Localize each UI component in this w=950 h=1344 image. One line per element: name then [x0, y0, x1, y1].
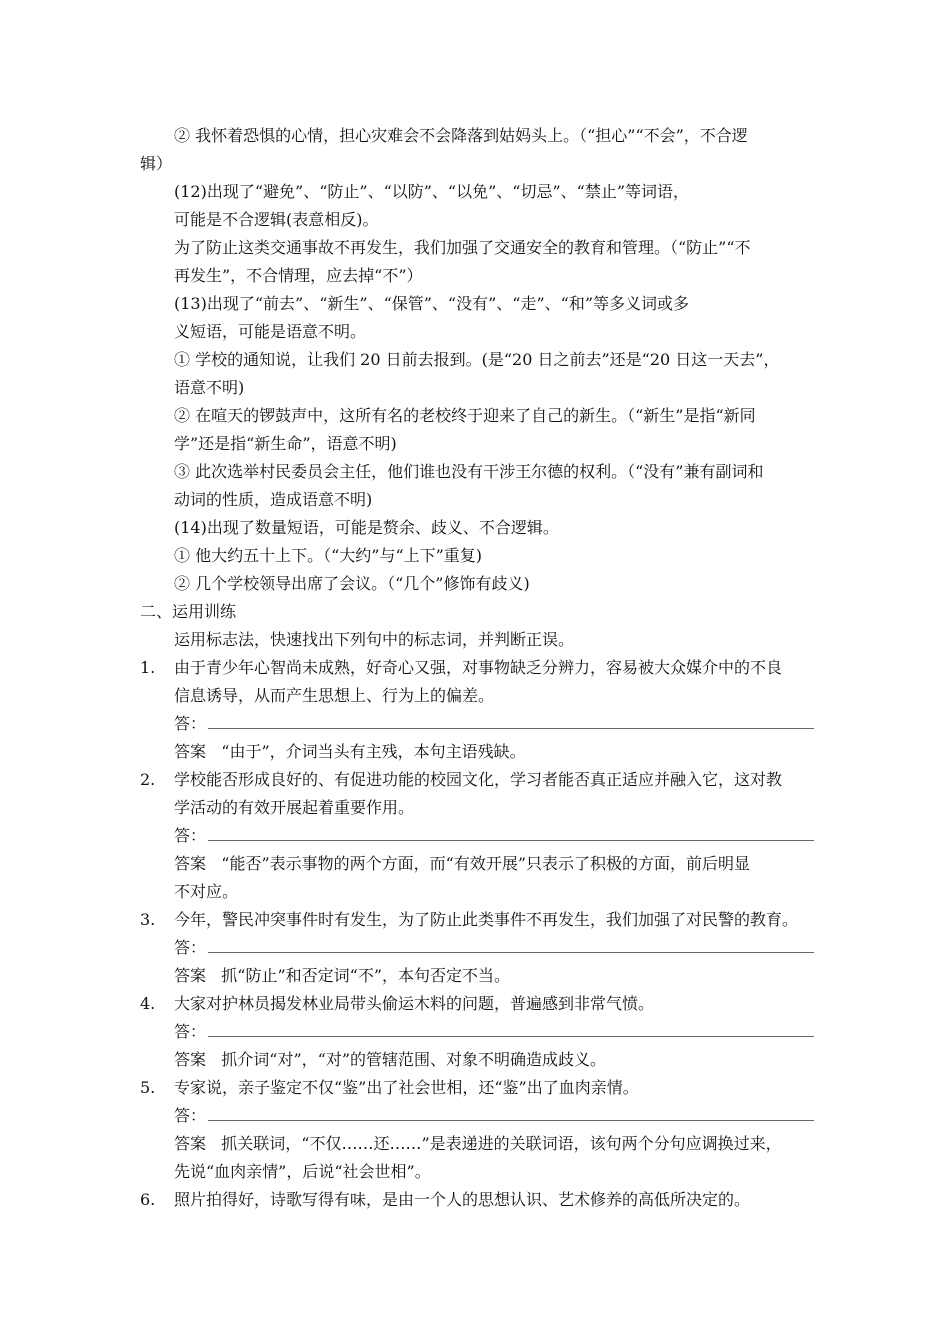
question-line: 由于青少年心智尚未成熟，好奇心又强，对事物缺乏分辨力，容易被大众媒介中的不良: [174, 658, 783, 677]
text-line: 语意不明): [174, 378, 245, 397]
section-title: 二、运用训练: [140, 602, 237, 621]
question-line: 信息诱导，从而产生思想上、行为上的偏差。: [174, 686, 495, 705]
text-line: (12)出现了“避免”、“防止”、“以防”、“以免”、“切忌”、“禁止”等词语，: [174, 182, 690, 201]
answer-text: 不对应。: [174, 882, 239, 901]
text-line: 义短语，可能是语意不明。: [174, 322, 367, 341]
answer-line: [174, 854, 750, 874]
text-line: ② 我怀着恐惧的心情，担心灾难会不会降落到姑妈头上。（“担心”“不会”，不合逻: [174, 126, 748, 145]
text-line: (13)出现了“前去”、“新生”、“保管”、“没有”、“走”、“和”等多义词或多: [174, 294, 690, 313]
answer-underline: [208, 714, 814, 729]
text-line: ② 在喧天的锣鼓声中，这所有名的老校终于迎来了自己的新生。（“新生”是指“新同: [174, 406, 756, 425]
question-line: 学活动的有效开展起着重要作用。: [174, 798, 415, 817]
text-line: 辑）: [140, 154, 173, 173]
item-number: 4.: [140, 994, 156, 1013]
answer-prompt: 答：: [174, 938, 207, 957]
answer-blank[interactable]: [174, 1022, 814, 1042]
answer-prompt: 答：: [174, 826, 207, 845]
answer-label: 答案: [174, 854, 207, 873]
item-number: 6.: [140, 1190, 156, 1209]
text-line: ① 学校的通知说，让我们 20 日前去报到。(是“20 日之前去”还是“20 日这一天去”，: [174, 350, 780, 369]
answer-prompt: 答：: [174, 1022, 207, 1041]
answer-line: [174, 1050, 606, 1070]
item-number: 5.: [140, 1078, 156, 1097]
section-intro: 运用标志法，快速找出下列句中的标志词，并判断正误。: [174, 630, 575, 649]
answer-label: 答案: [174, 1050, 207, 1069]
answer-prompt: 答：: [174, 1106, 207, 1125]
answer-label: 答案: [174, 1134, 207, 1153]
answer-blank[interactable]: [174, 826, 814, 846]
item-number: 3.: [140, 910, 156, 929]
answer-blank[interactable]: [174, 938, 814, 958]
answer-text: 先说“血肉亲情”，后说“社会世相”。: [174, 1162, 431, 1181]
question-line: 专家说，亲子鉴定不仅“鉴”出了社会世相，还“鉴”出了血肉亲情。: [174, 1078, 639, 1097]
answer-underline: [208, 826, 814, 841]
answer-text: “能否”表示事物的两个方面，而“有效开展”只表示了积极的方面，前后明显: [221, 854, 751, 873]
text-line: ③ 此次选举村民委员会主任，他们谁也没有干涉王尔德的权利。（“没有”兼有副词和: [174, 462, 764, 481]
answer-blank[interactable]: [174, 714, 814, 734]
answer-text: 抓关联词，“不仅……还……”是表递进的关联词语，该句两个分句应调换过来，: [221, 1134, 782, 1153]
answer-line: [174, 1134, 782, 1154]
text-line: ① 他大约五十上下。（“大约”与“上下”重复): [174, 546, 483, 565]
answer-underline: [208, 1022, 814, 1037]
answer-underline: [208, 1106, 814, 1121]
question-line: 照片拍得好，诗歌写得有味，是由一个人的思想认识、艺术修养的高低所决定的。: [174, 1190, 751, 1209]
answer-line: [174, 966, 510, 986]
question-line: 大家对护林员揭发林业局带头偷运木料的问题，普遍感到非常气愤。: [174, 994, 655, 1013]
text-line: 可能是不合逻辑(表意相反)。: [174, 210, 379, 229]
item-number: 1.: [140, 658, 156, 677]
answer-underline: [208, 938, 814, 953]
text-line: 再发生”，不合情理，应去掉“不”）: [174, 266, 423, 285]
answer-text: 抓介词“对”，“对”的管辖范围、对象不明确造成歧义。: [221, 1050, 607, 1069]
item-number: 2.: [140, 770, 156, 789]
text-line: ② 几个学校领导出席了会议。（“几个”修饰有歧义): [174, 574, 530, 593]
answer-label: 答案: [174, 966, 207, 985]
answer-line: [174, 742, 526, 762]
text-line: 动词的性质，造成语意不明): [174, 490, 373, 509]
answer-prompt: 答：: [174, 714, 207, 733]
answer-blank[interactable]: [174, 1106, 814, 1126]
text-line: 为了防止这类交通事故不再发生，我们加强了交通安全的教育和管理。（“防止”“不: [174, 238, 751, 257]
question-line: 学校能否形成良好的、有促进功能的校园文化，学习者能否真正适应并融入它，这对教: [174, 770, 783, 789]
answer-text: 抓“防止”和否定词“不”，本句否定不当。: [221, 966, 511, 985]
answer-label: 答案: [174, 742, 207, 761]
text-line: 学”还是指“新生命”，语意不明): [174, 434, 397, 453]
answer-text: “由于”，介词当头有主残，本句主语残缺。: [221, 742, 526, 761]
text-line: (14)出现了数量短语，可能是赘余、歧义、不合逻辑。: [174, 518, 559, 537]
question-line: 今年，警民冲突事件时有发生，为了防止此类事件不再发生，我们加强了对民警的教育。: [174, 910, 799, 929]
